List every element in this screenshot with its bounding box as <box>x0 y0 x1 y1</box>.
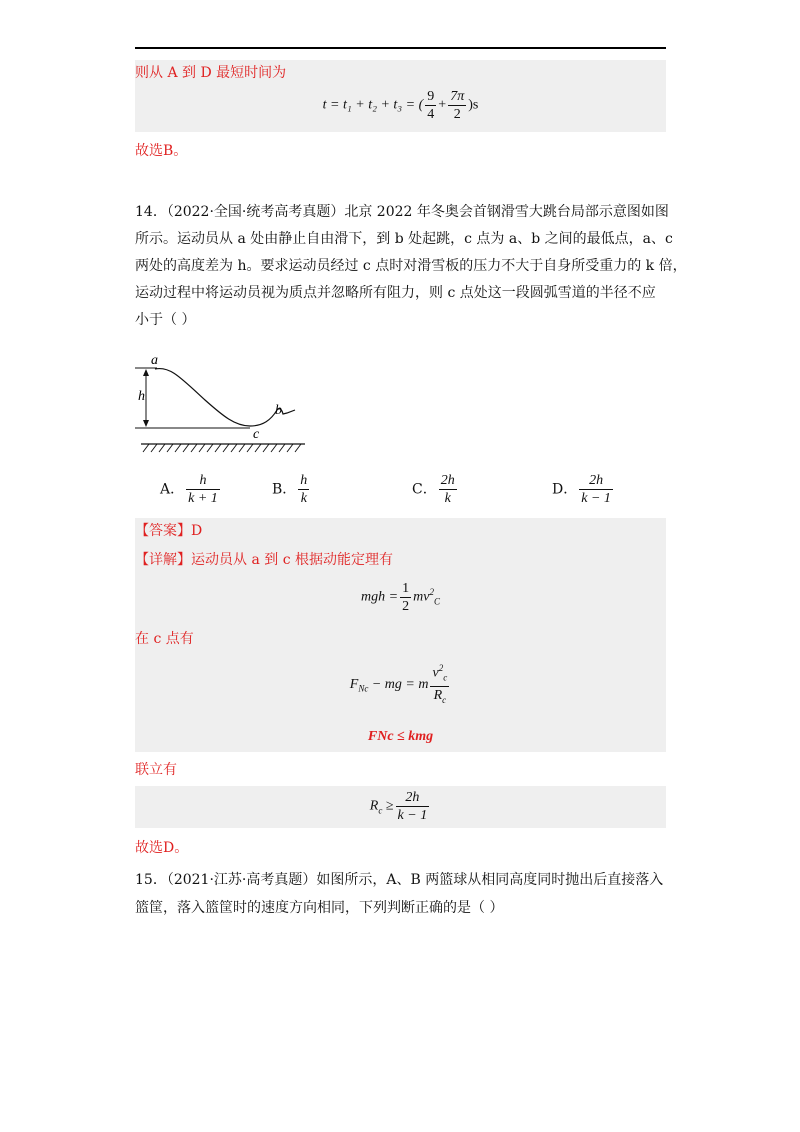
label-c: c <box>253 427 260 442</box>
q14-line-1: 14．（2022·全国·统考高考真题）北京 2022 年冬奥会首钢滑雪大跳台局部示意图如图 <box>135 204 669 220</box>
combine-line: 联立有 <box>135 762 177 778</box>
q15-line-1: 15．（2021·江苏·高考真题）如图所示，A、B 两篮球从相同高度同时抛出后直接落入 <box>135 872 664 888</box>
label-b: b <box>275 403 282 418</box>
choice-c[interactable]: C． $\frac{2h}{k}$ <box>412 473 455 506</box>
answer-line: 【答案】D <box>135 523 203 539</box>
q14-line-5: 小于（ ） <box>135 312 196 328</box>
slope-curve <box>155 369 295 426</box>
header-rule <box>135 47 666 49</box>
ground-hatching <box>143 444 301 452</box>
fraction-7pi-2: $\frac{7\pi}{2}$ <box>450 89 465 122</box>
fraction-9-4: $\frac{9}{4}$ <box>427 89 435 122</box>
q14-line-3: 两处的高度差为 h。要求运动员经过 c 点时对滑雪板的压力不大于自身所受重力的 k 倍， <box>135 258 687 274</box>
radius-result: $R_c$ ≥ $\frac{2h}{k - 1}$ <box>369 790 428 823</box>
energy-equation: mgh = $\frac{1}{2}$ $mv^2_C$ <box>361 581 440 614</box>
arrow-up-icon <box>143 369 149 376</box>
q15-line-2: 篮筐，落入篮筐时的速度方向相同，下列判断正确的是（ ） <box>135 900 504 916</box>
choice-b[interactable]: B． $\frac{h}{k}$ <box>272 473 308 506</box>
conclusion-d: 故选D。 <box>135 840 189 856</box>
force-inequality: FNc ≤ kmg <box>367 729 434 744</box>
choice-d[interactable]: D． $\frac{2h}{k - 1}$ <box>552 473 611 506</box>
detail-line: 【详解】运动员从 a 到 c 根据动能定理有 <box>135 552 393 568</box>
label-h: h <box>138 389 145 404</box>
at-point-c: 在 c 点有 <box>135 631 194 647</box>
conclusion-b: 故选B。 <box>135 143 188 159</box>
label-a: a <box>151 353 158 368</box>
force-equation: $F_{Nc}$ − mg = m $\frac{v^2_c}{R_c}$ <box>135 660 666 709</box>
ski-jump-diagram <box>135 352 310 457</box>
shortest-time-formula: t = t₁ + t₂ + t₃ = ( $\frac{9}{4}$ + $\frac{7\pi}{2}$ )s <box>322 89 479 122</box>
q14-line-4: 运动过程中将运动员视为质点并忽略所有阻力，则 c 点处这一段圆弧雪道的半径不应 <box>135 285 656 301</box>
choice-a[interactable]: A． $\frac{h}{k + 1}$ <box>160 473 218 506</box>
shortest-time-intro: 则从 A 到 D 最短时间为 <box>135 65 287 81</box>
q14-line-2: 所示。运动员从 a 处由静止自由滑下，到 b 处起跳，c 点为 a、b 之间的最低点，a、c <box>135 231 673 247</box>
arrow-down-icon <box>143 420 149 427</box>
